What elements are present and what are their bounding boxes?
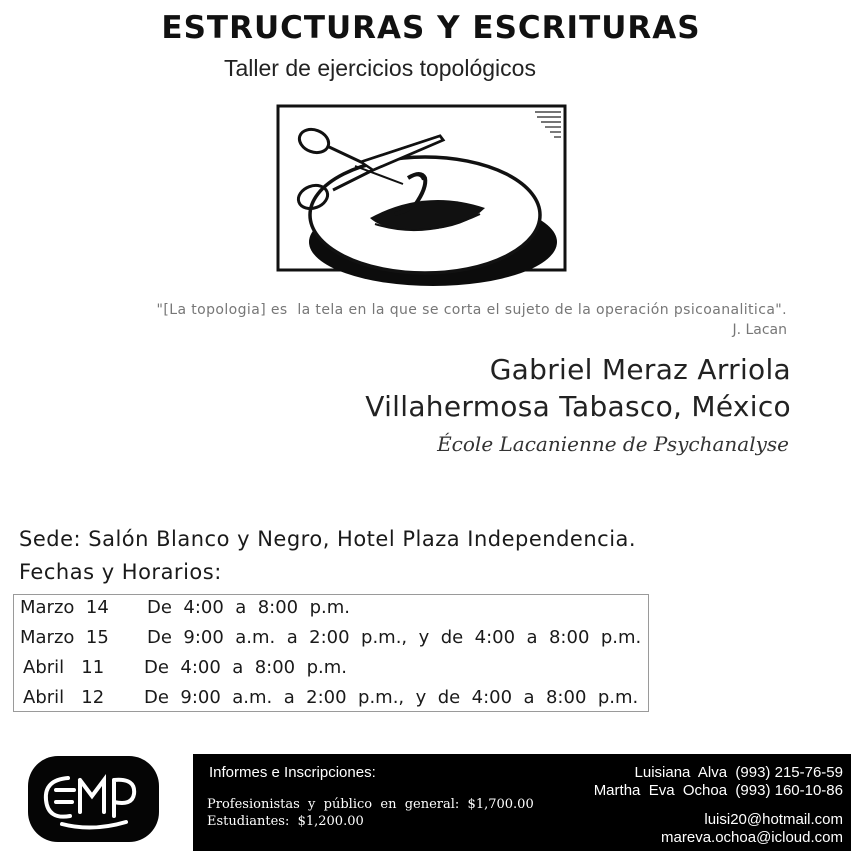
page-title: ESTRUCTURAS Y ESCRITURAS <box>161 10 701 46</box>
page-subtitle: Taller de ejercicios topológicos <box>224 55 536 81</box>
schedule-table <box>13 594 649 712</box>
presenter-name: Gabriel Meraz Arriola <box>489 353 791 386</box>
contact-martha: Martha Eva Ochoa (993) 160-10-86 <box>593 782 843 799</box>
schedule-time: De 4:00 a 8:00 p.m. <box>147 597 350 618</box>
schedule-date: Abril 12 <box>23 687 105 708</box>
schedule-date: Marzo 15 <box>20 627 109 648</box>
schedule-date: Abril 11 <box>23 657 105 678</box>
presenter-location: Villahermosa Tabasco, México <box>365 390 791 423</box>
venue-text: Sede: Salón Blanco y Negro, Hotel Plaza Independencia. <box>19 527 637 551</box>
contact-email-mareva[interactable]: mareva.ochoa@icloud.com <box>661 829 843 846</box>
price-professionals: Profesionistas y público en general: $1,700.00 <box>207 797 534 812</box>
organization-logo-icon <box>22 750 165 846</box>
schedule-time: De 4:00 a 8:00 p.m. <box>144 657 347 678</box>
quote-author: J. Lacan <box>732 322 787 338</box>
lacan-quote: "[La topologia] es la tela en la que se corta el sujeto de la operación psicoanalitica". <box>156 302 787 318</box>
info-heading: Informes e Inscripciones: <box>209 764 376 781</box>
scissors-cutting-torus-illustration <box>275 100 570 290</box>
price-students: Estudiantes: $1,200.00 <box>207 814 364 829</box>
schedule-date: Marzo 14 <box>20 597 109 618</box>
contact-luisiana: Luisiana Alva (993) 215-76-59 <box>634 764 843 781</box>
schedule-heading: Fechas y Horarios: <box>19 560 222 584</box>
contact-email-luisi[interactable]: luisi20@hotmail.com <box>704 811 843 828</box>
info-panel <box>193 754 851 851</box>
schedule-time: De 9:00 a.m. a 2:00 p.m., y de 4:00 a 8:00 p.m. <box>147 627 642 648</box>
presenter-institution: École Lacanienne de Psychanalyse <box>437 432 789 456</box>
schedule-time: De 9:00 a.m. a 2:00 p.m., y de 4:00 a 8:00 p.m. <box>144 687 639 708</box>
